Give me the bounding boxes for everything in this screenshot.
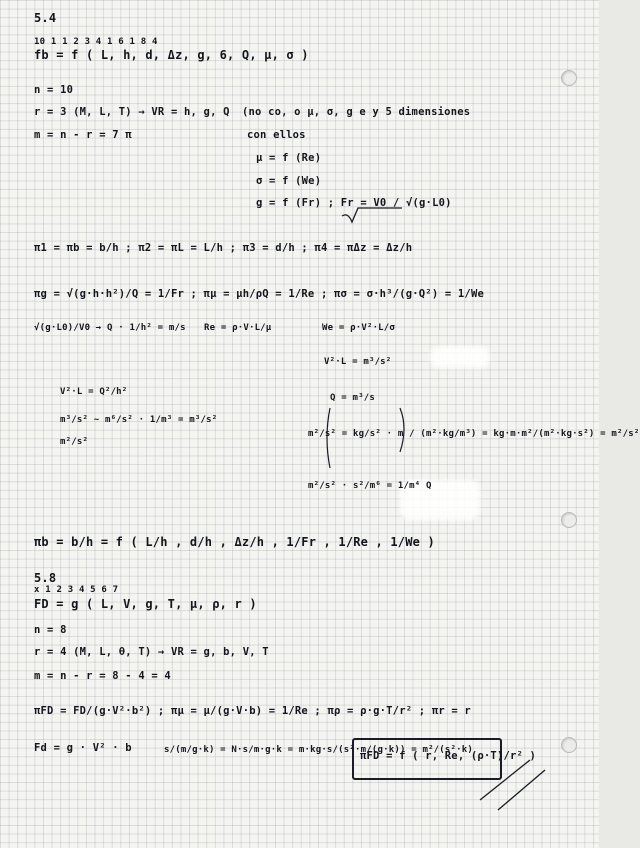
dimension-check: s/(m/g·k) = N·s/m·g·k = m·kg·s/(s²·m/(g·k)) = m²/(s²·k) (164, 745, 474, 755)
variable-count: n = 10 (34, 84, 74, 96)
exercise-title: 5.8 (34, 571, 57, 585)
dimensionless-pi-groups: πg = √(g·h·h²)/Q = 1/Fr ; πμ = μh/ρQ = 1/Re ; πσ = σ·h³/(g·Q²) = 1/We (34, 288, 484, 300)
final-relation: πb = b/h = f ( L/h , d/h , Δz/h , 1/Fr , 1/Re , 1/We ) (34, 535, 435, 549)
dimensionless-pi-groups: πFD = FD/(g·V²·b²) ; πμ = μ/(g·V·b) = 1/Re ; πρ = ρ·g·T/r² ; πr = r (34, 705, 471, 717)
dimension-check: V²·L = m³/s² (324, 357, 392, 367)
froude-definition: √(g·L0)/V0 → Q · 1/h² = m/s (34, 323, 186, 333)
index-superscripts: x 1 2 3 4 5 6 7 (34, 585, 119, 595)
weber-definition: We = ρ·V²·L/σ (322, 323, 396, 333)
g-relation: g = f (Fr) ; Fr = V0 / √(g·L0) (256, 197, 452, 209)
dimension-check: V²·L = Q²/h² (60, 387, 128, 397)
dimension-note: (no co, o μ, σ, g e y 5 dimensiones (242, 106, 471, 118)
function-equation: FD = g ( L, V, g, T, μ, ρ, r ) (34, 597, 257, 611)
variable-count: n = 8 (34, 624, 67, 636)
dimension-check: m³/s² ~ m⁶/s² · 1/m³ = m³/s² (60, 415, 218, 425)
repeating-variables: r = 3 (M, L, T) → VR = h, g, Q (34, 106, 230, 118)
con-ellos-note: con ellos (247, 129, 306, 141)
reynolds-definition: Re = ρ·V·L/μ (204, 323, 272, 333)
mu-relation: μ = f (Re) (256, 152, 322, 164)
drag-force-line: Fd = g · V² · b (34, 742, 132, 754)
dimension-check: Q = m³/s (330, 393, 375, 403)
sigma-relation: σ = f (We) (256, 175, 322, 187)
dimension-check: m²/s² = kg/s² · m / (m²·kg/m³) = kg·m·m²/(m²·kg·s²) = m²/s² (308, 429, 640, 439)
geometric-pi-groups: π1 = πb = b/h ; π2 = πL = L/h ; π3 = d/h ; π4 = πΔz = Δz/h (34, 242, 413, 254)
pi-group-count: m = n - r = 7 π (34, 129, 132, 141)
dimension-check: m²/s² · s²/m⁶ = 1/m⁴ Q (308, 481, 432, 491)
pi-group-count: m = n - r = 8 - 4 = 4 (34, 670, 171, 682)
repeating-variables: r = 4 (M, L, θ, T) → VR = g, b, V, T (34, 646, 269, 658)
exercise-title: 5.4 (34, 11, 57, 25)
index-superscripts: 10 1 1 2 3 4 1 6 1 8 4 (34, 37, 158, 47)
dimension-check: m²/s² (60, 437, 89, 447)
function-equation: fb = f ( L, h, d, Δz, g, 6, Q, μ, σ ) (34, 48, 309, 62)
boxed-result: πFD = f ( r, Re, (ρ·T)/r² ) (360, 750, 537, 762)
